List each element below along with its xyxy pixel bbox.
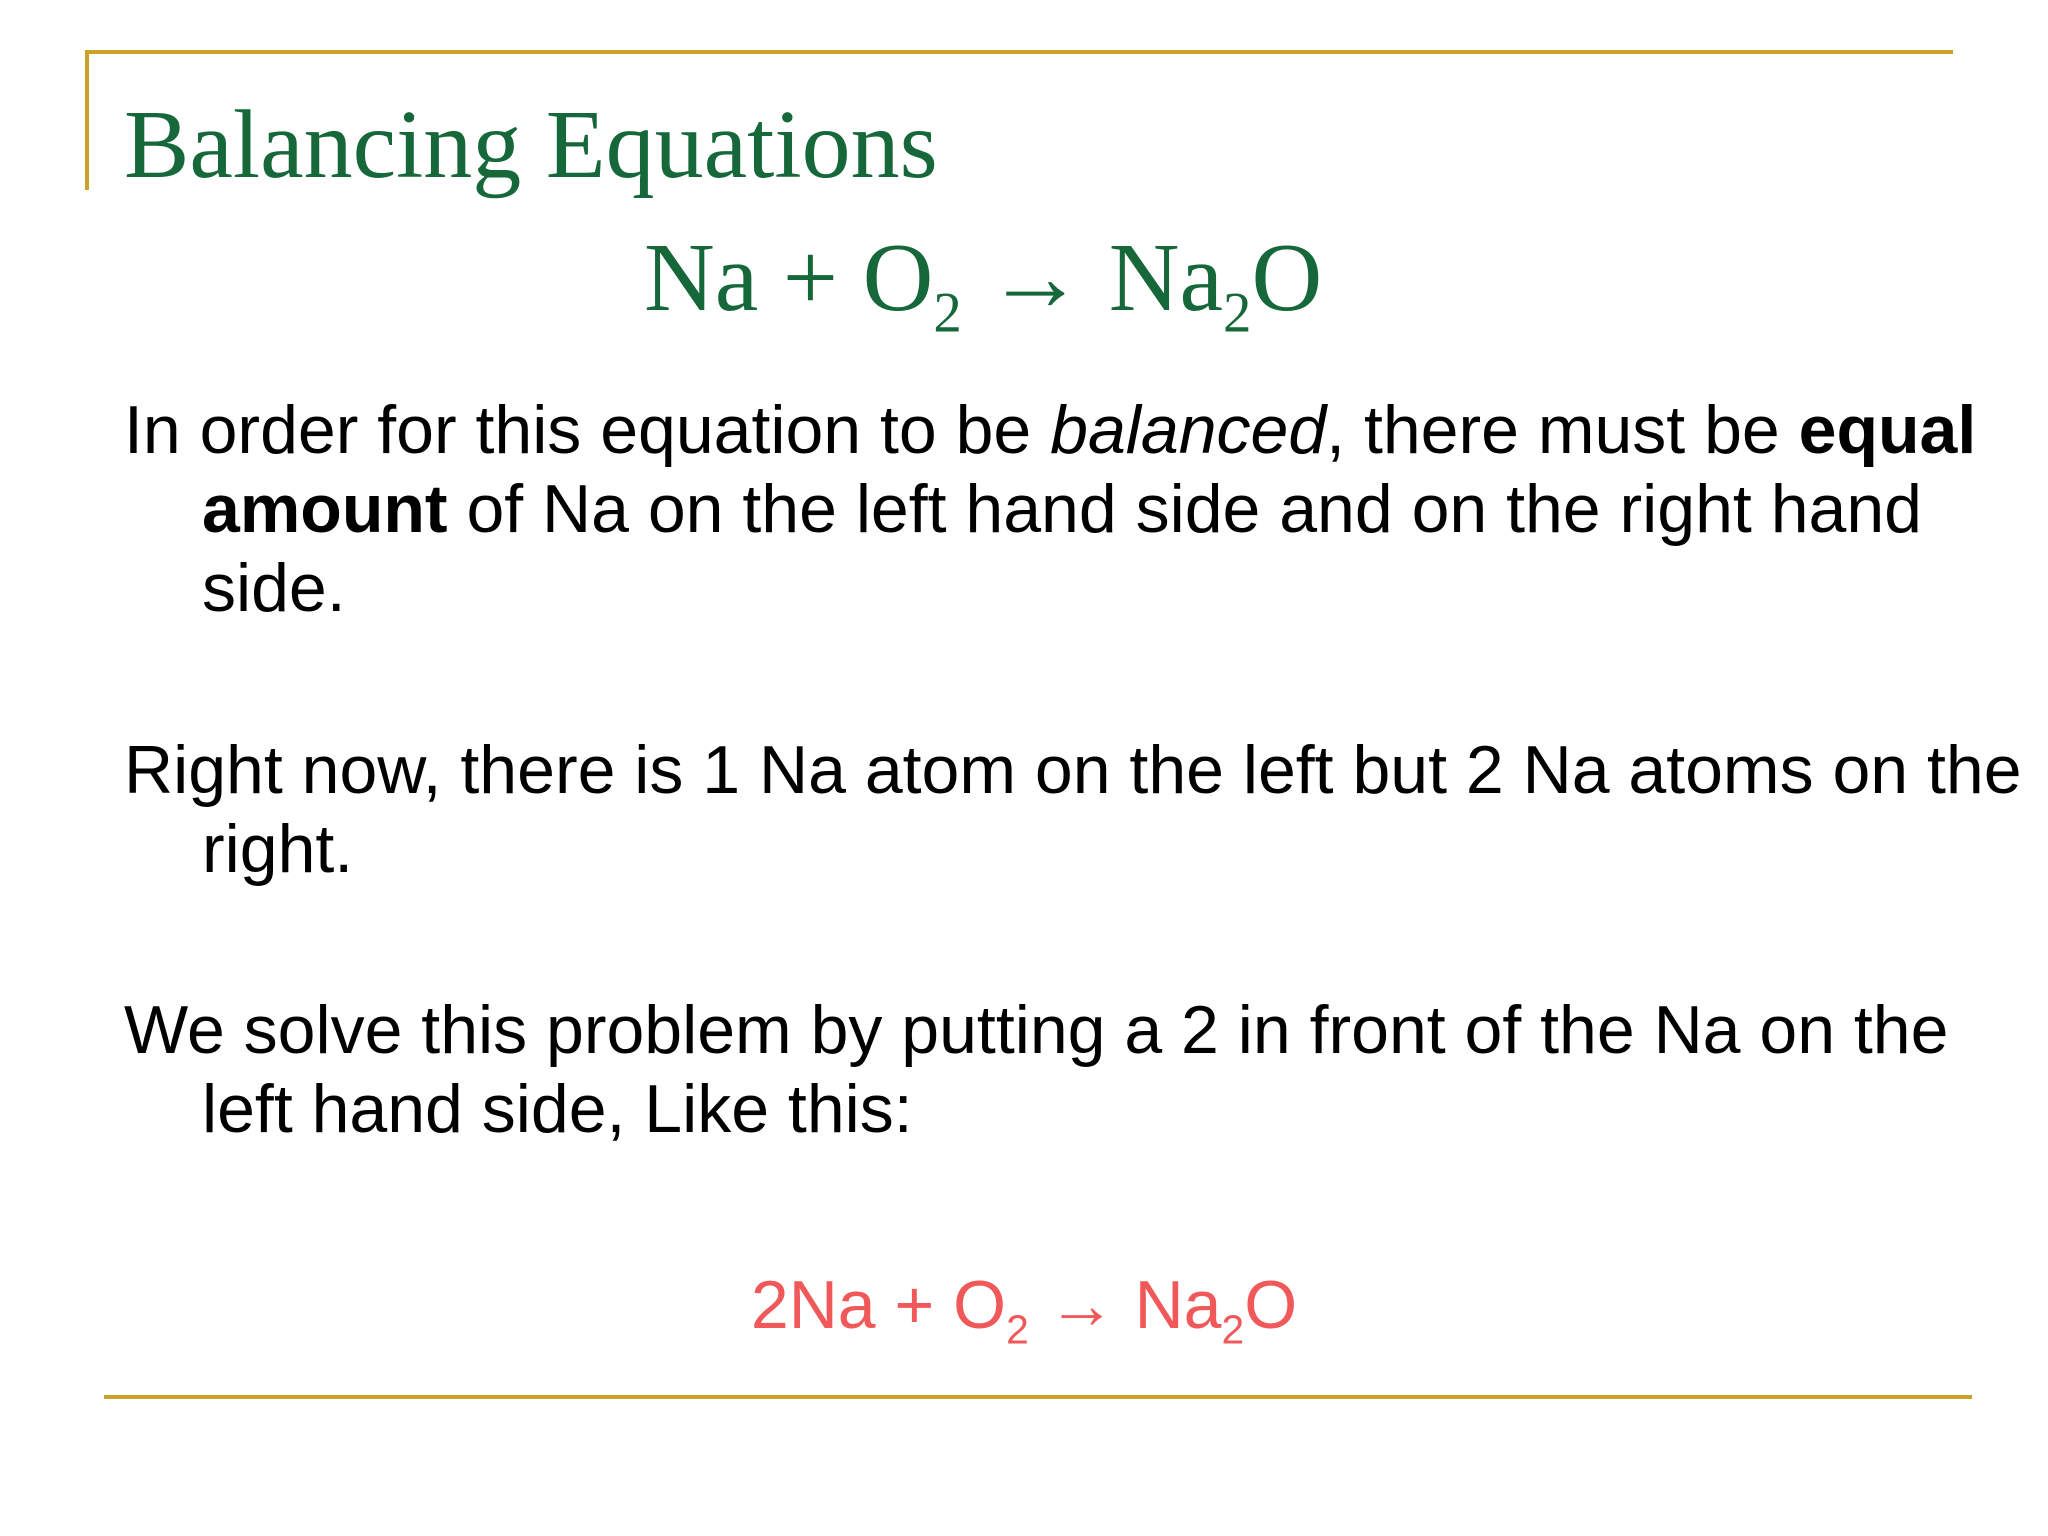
top-rule: [85, 50, 1953, 54]
balanced-reactant-oxygen: $O_2$: [953, 1267, 1029, 1353]
paragraph-atom-count: Right now, there is 1 Na atom on the left but 2 Na atoms on the right.: [124, 732, 2022, 887]
paragraph-balanced-definition: In order for this equation to be balanced, there must be equal amount of Na on the left hand side and on the right hand side.: [124, 392, 1977, 626]
left-rule: [85, 50, 89, 190]
emphasis-equal-amount: equal amount: [202, 392, 1977, 547]
balanced-reactant-sodium: 2Na: [750, 1267, 876, 1343]
equation-product: $Na_2O$: [1108, 224, 1323, 345]
equation-reactant-oxygen: $O_2$: [862, 224, 962, 345]
balanced-equation: [0, 1267, 2048, 1353]
bottom-rule: [104, 1395, 1972, 1399]
unbalanced-equation: [644, 222, 1323, 345]
balanced-product: $Na_2O$: [1134, 1267, 1298, 1353]
equation-plus: +: [782, 224, 839, 332]
paragraph-solution: We solve this problem by putting a 2 in front of the Na on the left hand side, Like this:: [124, 992, 1949, 1147]
emphasis-balanced: balanced: [1050, 392, 1327, 468]
balanced-plus: +: [894, 1267, 935, 1343]
slide-title: Balancing Equations: [124, 91, 938, 199]
balanced-arrow: →: [1047, 1267, 1116, 1343]
equation-arrow: →: [986, 224, 1085, 332]
equation-reactant-sodium: Na: [644, 224, 759, 332]
